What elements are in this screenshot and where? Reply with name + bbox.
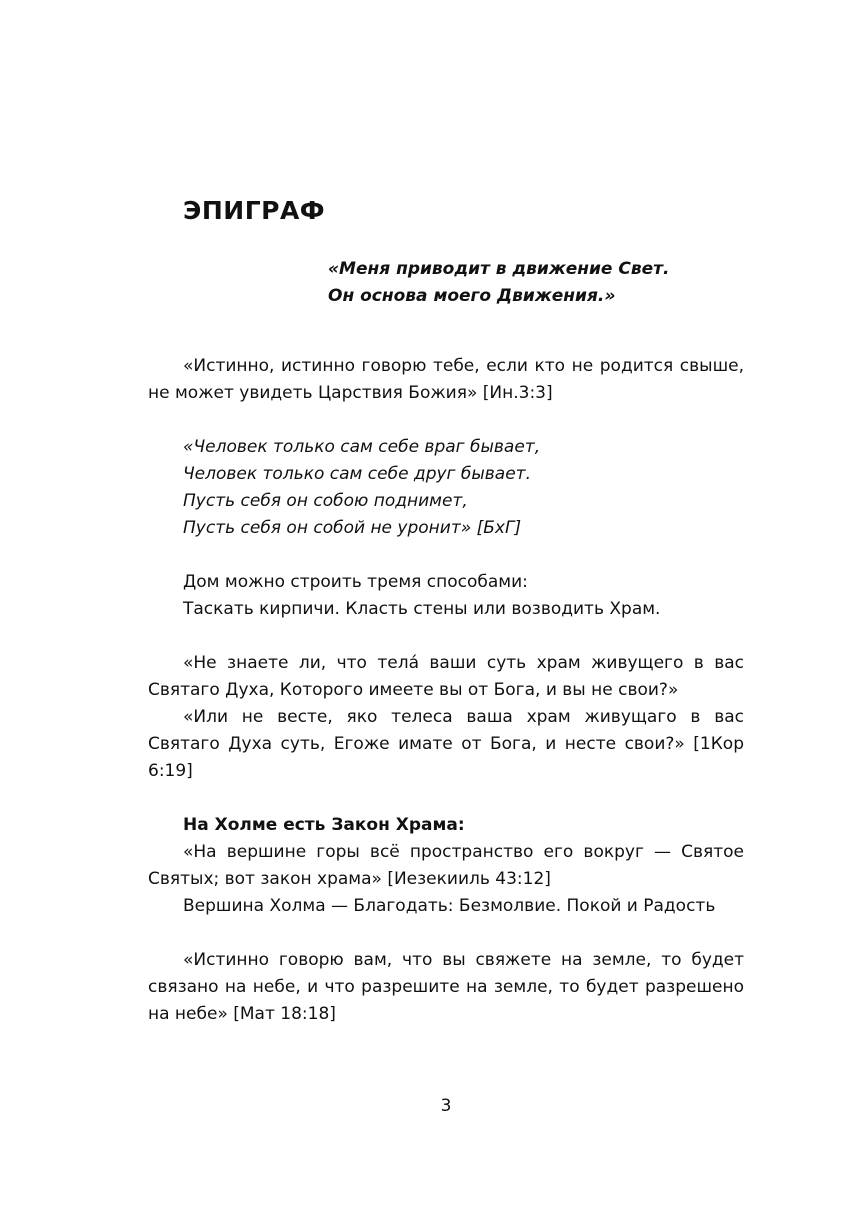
poem-line: «Человек только сам себе враг бывает, — [183, 437, 541, 457]
page-number: 3 — [440, 1096, 452, 1116]
quote-paragraph-temple-church-slavonic: «Или не весте, яко телеса ваша храм живущаго в вас Святаго Духа суть, Егоже имате от Бога, и несте свои?» [1Кор 6:19] — [148, 707, 744, 781]
poem-quote — [183, 434, 540, 542]
house-line: Дом можно строить тремя способами: — [183, 572, 528, 592]
epigraph-line: Он основа моего Движения.» — [328, 286, 616, 306]
book-page — [148, 0, 744, 1211]
hill-summit-paragraph: Вершина Холма — Благодать: Безмолвие. Покой и Радость — [183, 896, 716, 916]
poem-line: Пусть себя он собою поднимет, — [183, 491, 468, 511]
quote-paragraph-temple: «Не знаете ли, что тела́ ваши суть храм живущего в вас Святаго Духа, Которого имеете вы от Бога, и вы не свои?» — [148, 653, 744, 700]
epigraph-quote — [328, 256, 669, 310]
page-title: ЭПИГРАФ — [183, 196, 326, 225]
hill-heading: На Холме есть Закон Храма: — [183, 815, 465, 835]
quote-paragraph-john: «Истинно, истинно говорю тебе, если кто не родится свыше, не может увидеть Царствия Божия» [Ин.3:3] — [148, 356, 744, 403]
poem-line: Пусть себя он собой не уронит» [БхГ] — [183, 518, 522, 538]
quote-paragraph-ezekiel: «На вершине горы всё пространство его вокруг — Святое Святых; вот закон храма» [Иезекииль 43:12] — [148, 842, 744, 889]
house-paragraph — [183, 569, 660, 623]
epigraph-line: «Меня приводит в движение Свет. — [328, 259, 670, 279]
house-line: Таскать кирпичи. Класть стены или возводить Храм. — [183, 599, 661, 619]
quote-paragraph-matthew: «Истинно говорю вам, что вы свяжете на земле, то будет связано на небе, и что разрешите на земле, то будет разрешено на небе» [Мат 18:18] — [148, 950, 744, 1024]
poem-line: Человек только сам себе друг бывает. — [183, 464, 531, 484]
